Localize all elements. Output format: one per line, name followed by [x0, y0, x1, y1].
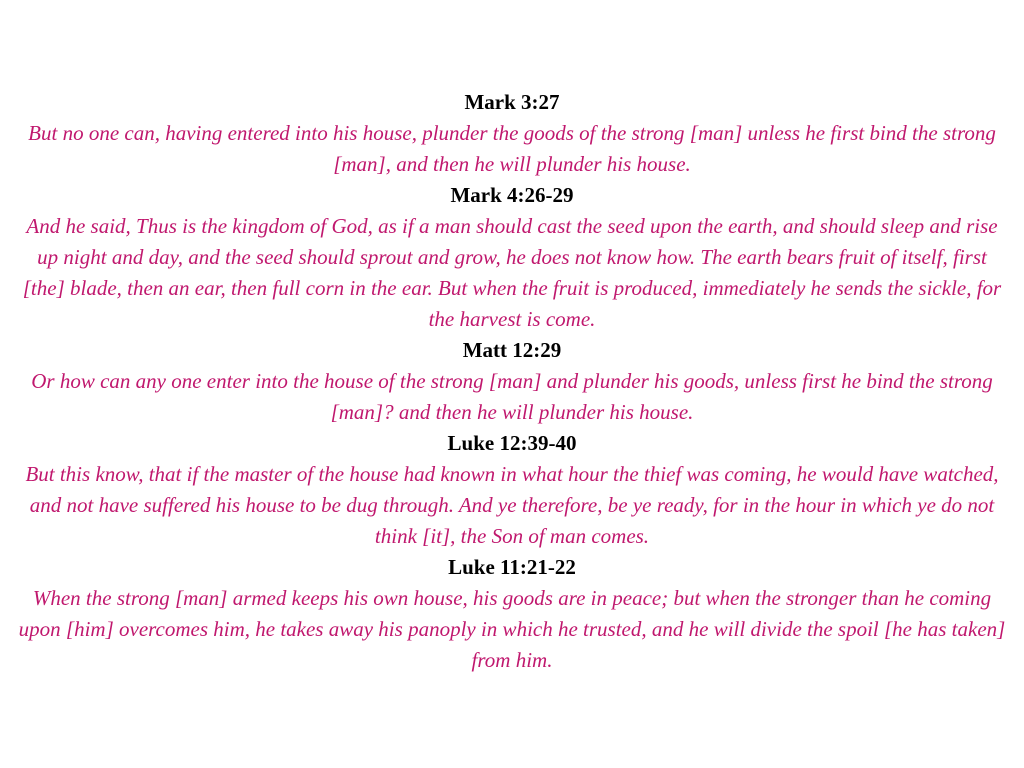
passage-text: When the strong [man] armed keeps his own house, his goods are in peace; but when the stronger than he coming upon [him] overcomes him, he takes away his panoply in which he trusted, and he will divide the spoil [he has taken] from him. [18, 586, 1006, 672]
passage-text: Or how can any one enter into the house of the strong [man] and plunder his goods, unless first he bind the strong [man]? and then he will plunder his house. [31, 369, 993, 424]
passage-text: And he said, Thus is the kingdom of God, as if a man should cast the seed upon the earth, and should sleep and rise up night and day, and the seed should sprout and grow, he does not know how. The earth bears fruit of itself, first [the] blade, then an ear, then full corn in the ear. But when the fruit is produced, immediately he sends the sickle, for the harvest is come. [22, 214, 1002, 331]
passage-reference: Mark 4:26-29 [450, 183, 574, 207]
passage-reference: Luke 11:21-22 [448, 555, 576, 579]
scripture-slide [18, 87, 1006, 676]
passage-text: But this know, that if the master of the house had known in what hour the thief was coming, he would have watched, and not have suffered his house to be dug through. And ye therefore, be ye ready, for in the hour in which ye do not think [it], the Son of man comes. [25, 462, 999, 548]
passage-text: But no one can, having entered into his house, plunder the goods of the strong [man] unless he first bind the strong [man], and then he will plunder his house. [28, 121, 996, 176]
passage-reference: Matt 12:29 [462, 338, 562, 362]
passage-reference: Luke 12:39-40 [447, 431, 577, 455]
passage-reference: Mark 3:27 [464, 90, 560, 114]
